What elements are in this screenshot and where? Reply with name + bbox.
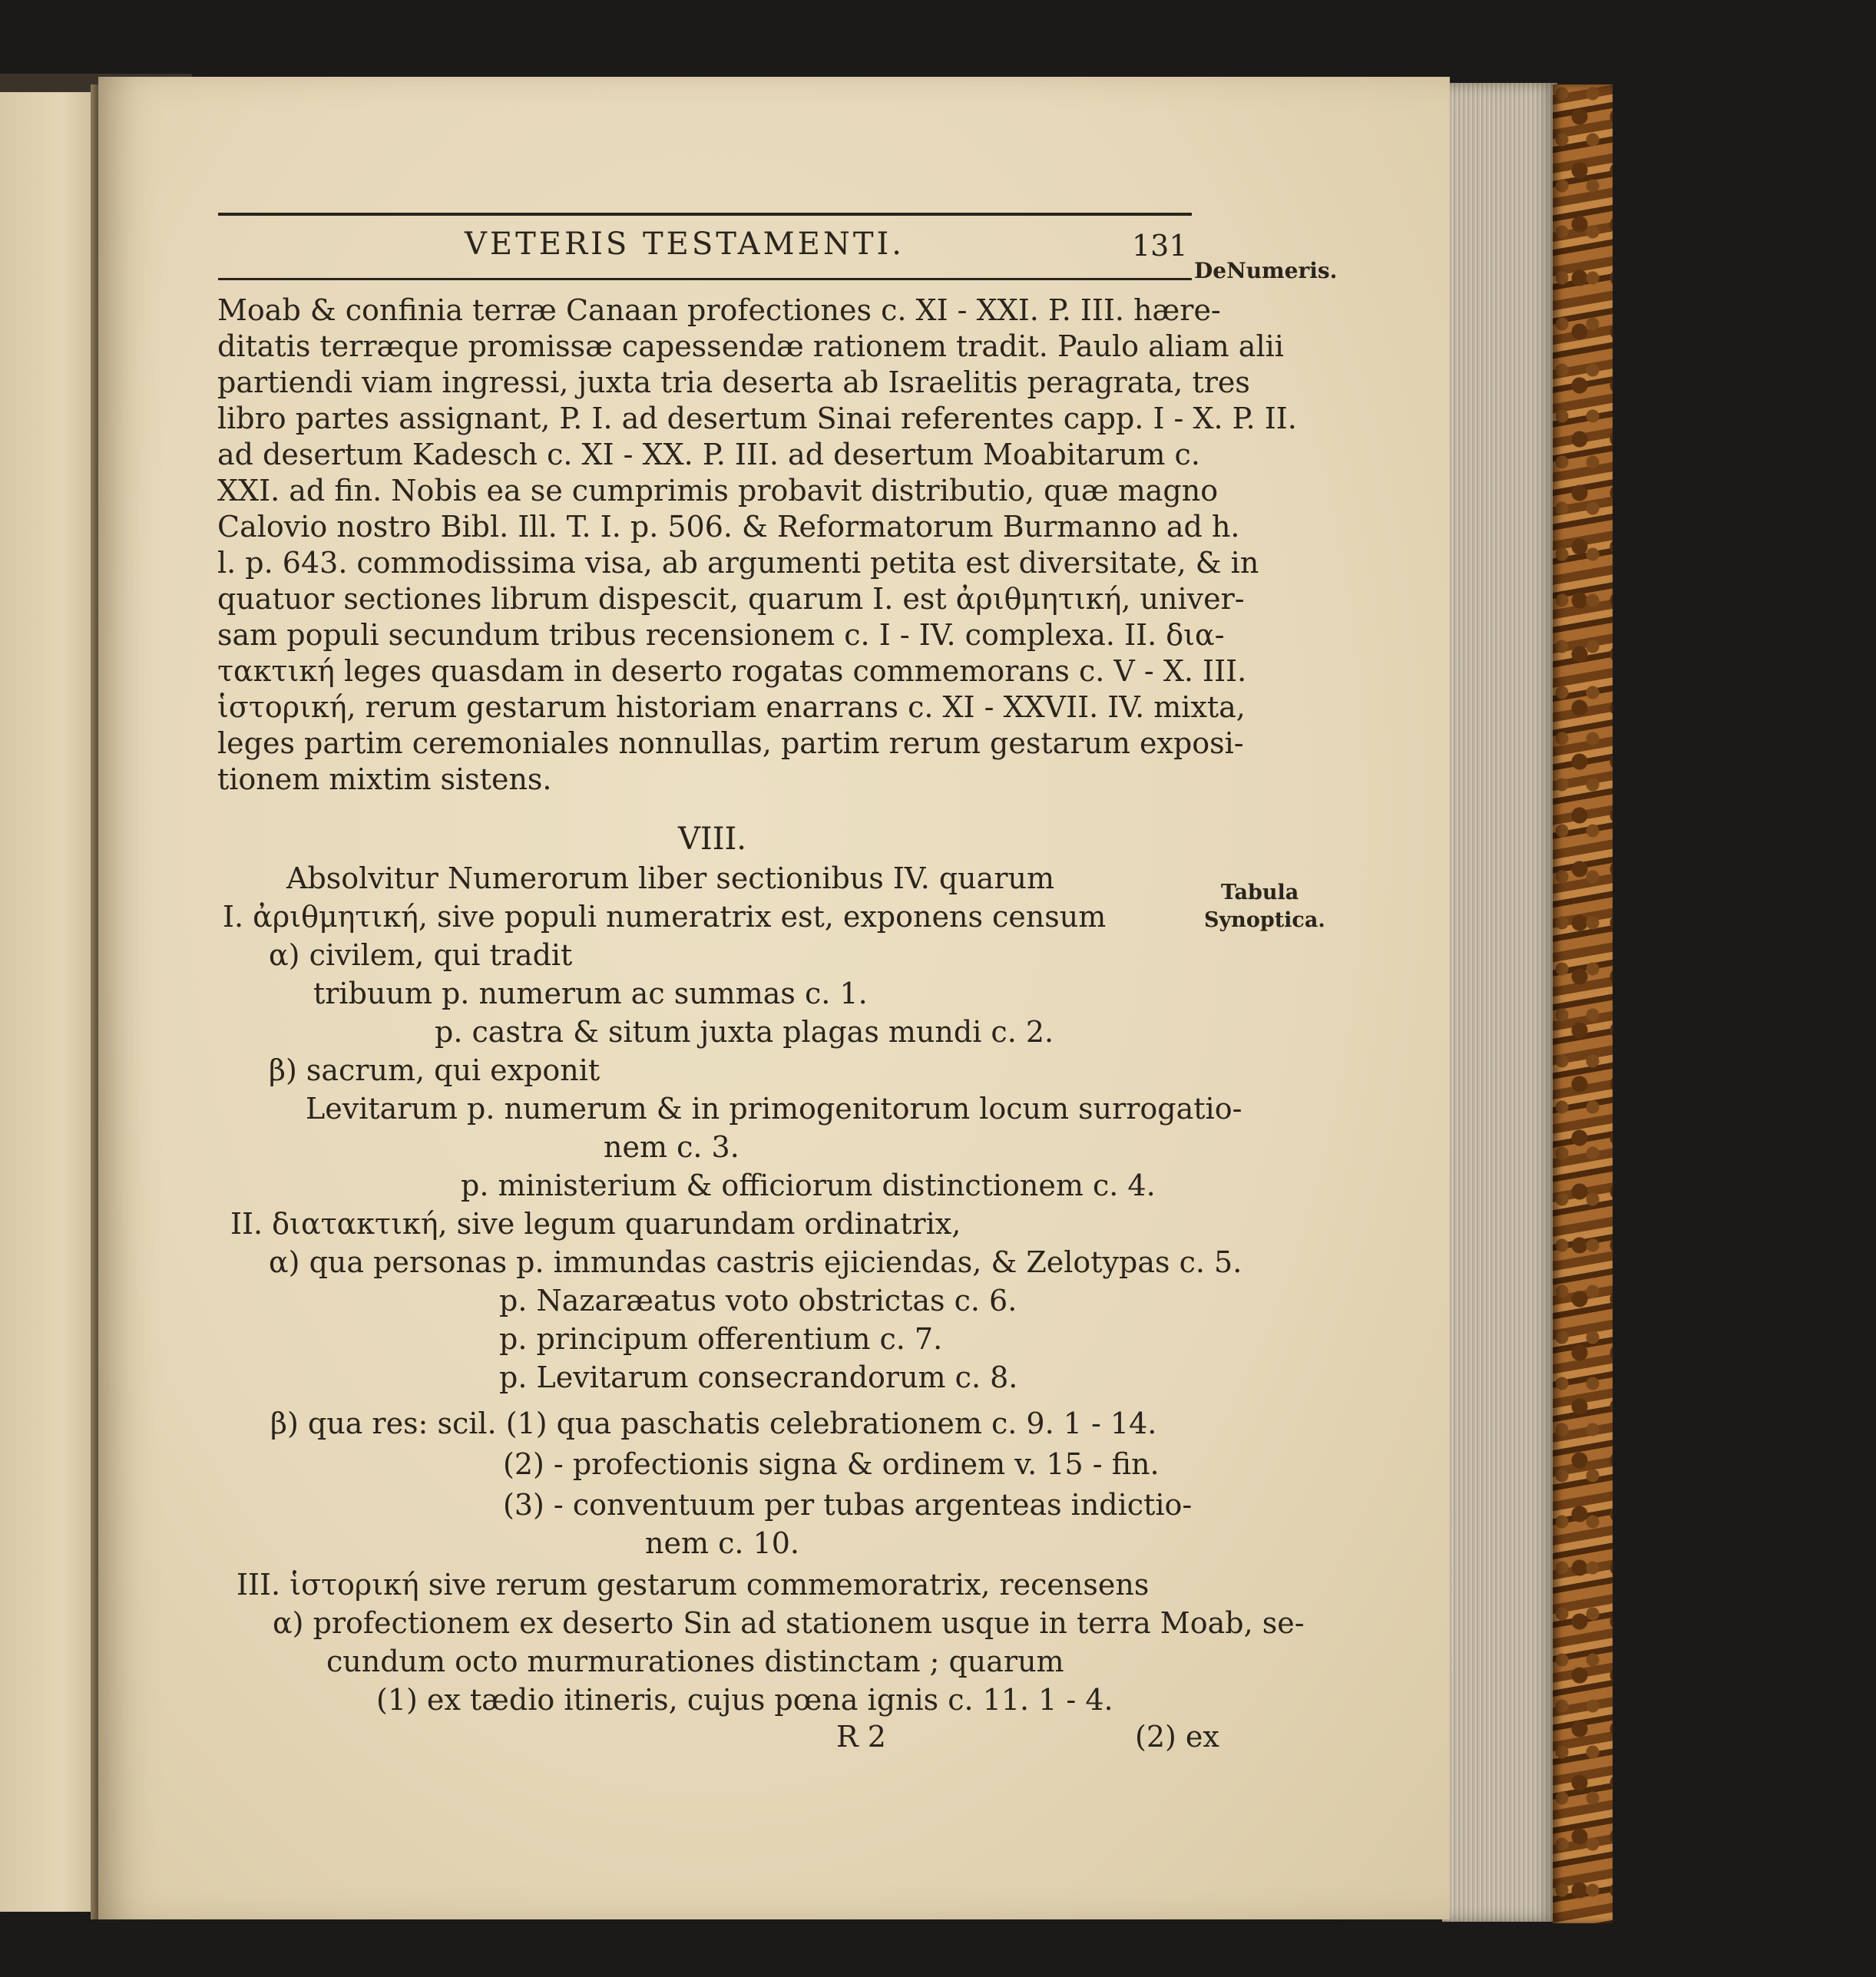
catchword: (2) ex: [1135, 1720, 1219, 1754]
synopsis-line: p. Levitarum consecrandorum c. 8.: [499, 1360, 1018, 1394]
synopsis-line: p. principum offerentium c. 7.: [499, 1322, 943, 1356]
margin-note-de-numeris: DeNumeris.: [1194, 258, 1338, 283]
header-rule-top: [218, 213, 1192, 216]
margin-note-tabula: Tabula: [1221, 881, 1299, 904]
synopsis-line: p. Nazaræatus voto obstrictas c. 6.: [499, 1284, 1017, 1317]
synopsis-line: α) qua personas p. immundas castris ejiciendas, & Zelotypas c. 5.: [269, 1245, 1242, 1279]
paragraph-line: tionem mixtim sistens.: [217, 762, 552, 796]
synopsis-line: (1) ex tædio itineris, cujus pœna ignis c. 11. 1 - 4.: [376, 1683, 1113, 1717]
paragraph-line: libro partes assignant, P. I. ad desertum Sinai referentes capp. I - X. P. II.: [217, 402, 1297, 435]
synopsis-line: α) civilem, qui tradit: [269, 938, 573, 972]
header-rule-bottom: [218, 278, 1192, 280]
paragraph-line: ἱστορική, rerum gestarum historiam enarrans c. XI - XXVII. IV. mixta,: [217, 690, 1246, 724]
signature-mark: R 2: [836, 1720, 886, 1754]
synopsis-line: (3) - conventuum per tubas argenteas indictio-: [503, 1488, 1193, 1522]
paragraph-line: XXI. ad fin. Nobis ea se cumprimis probavit distributio, quæ magno: [217, 474, 1219, 507]
synopsis-line: III. ἱστορική sive rerum gestarum commemoratrix, recensens: [237, 1568, 1150, 1602]
synopsis-line: (2) - profectionis signa & ordinem v. 15 - fin.: [503, 1447, 1160, 1481]
left-facing-page: [0, 92, 104, 1912]
section-heading: VIII.: [678, 822, 747, 857]
paragraph-line: ditatis terræque promissæ capessendæ rationem tradit. Paulo aliam alii: [217, 329, 1284, 363]
synopsis-line: tribuum p. numerum ac summas c. 1.: [313, 977, 868, 1010]
marbled-cover: [1553, 84, 1613, 1923]
paragraph-line: Moab & confinia terræ Canaan profectiones c. XI - XXI. P. III. hære-: [217, 293, 1221, 327]
synopsis-line: I. ἀριθμητική, sive populi numeratrix est, exponens censum: [223, 900, 1107, 934]
paragraph-line: quatuor sectiones librum dispescit, quarum I. est ἀριθμητική, univer-: [217, 582, 1245, 616]
paragraph-line: l. p. 643. commodissima visa, ab argumenti petita est diversitate, & in: [217, 546, 1259, 580]
synopsis-line: nem c. 3.: [604, 1130, 739, 1164]
paragraph-line: leges partim ceremoniales nonnullas, partim rerum gestarum exposi-: [217, 726, 1244, 760]
paragraph-line: Calovio nostro Bibl. Ill. T. I. p. 506. & Reformatorum Burmanno ad h.: [217, 510, 1240, 544]
synopsis-line: β) qua res: scil. (1) qua paschatis celebrationem c. 9. 1 - 14.: [270, 1407, 1157, 1440]
synopsis-line: p. ministerium & officiorum distinctionem c. 4.: [461, 1169, 1156, 1202]
page-edges: [1442, 83, 1557, 1922]
paragraph-line: sam populi secundum tribus recensionem c. I - IV. complexa. II. δια-: [217, 618, 1225, 652]
paragraph-line: partiendi viam ingressi, juxta tria deserta ab Israelitis peragrata, tres: [217, 365, 1250, 399]
running-head: VETERIS TESTAMENTI.: [465, 226, 905, 262]
page-number: 131: [1132, 229, 1188, 263]
synopsis-line: II. διατακτική, sive legum quarundam ordinatrix,: [230, 1207, 961, 1241]
synopsis-line: nem c. 10.: [645, 1526, 799, 1560]
margin-note-synoptica: Synoptica.: [1204, 908, 1325, 932]
synopsis-line: Levitarum p. numerum & in primogenitorum locum surrogatio-: [306, 1092, 1242, 1126]
synopsis-line: β) sacrum, qui exponit: [269, 1053, 601, 1087]
synopsis-line: Absolvitur Numerorum liber sectionibus IV. quarum: [286, 861, 1054, 895]
synopsis-line: p. castra & situm juxta plagas mundi c. 2.: [435, 1015, 1054, 1049]
synopsis-line: α) profectionem ex deserto Sin ad stationem usque in terra Moab, se-: [273, 1606, 1305, 1640]
paragraph-line: τακτική leges quasdam in deserto rogatas commemorans c. V - X. III.: [217, 654, 1247, 688]
paragraph-line: ad desertum Kadesch c. XI - XX. P. III. ad desertum Moabitarum c.: [217, 438, 1200, 471]
synopsis-line: cundum octo murmurationes distinctam ; quarum: [326, 1645, 1064, 1678]
